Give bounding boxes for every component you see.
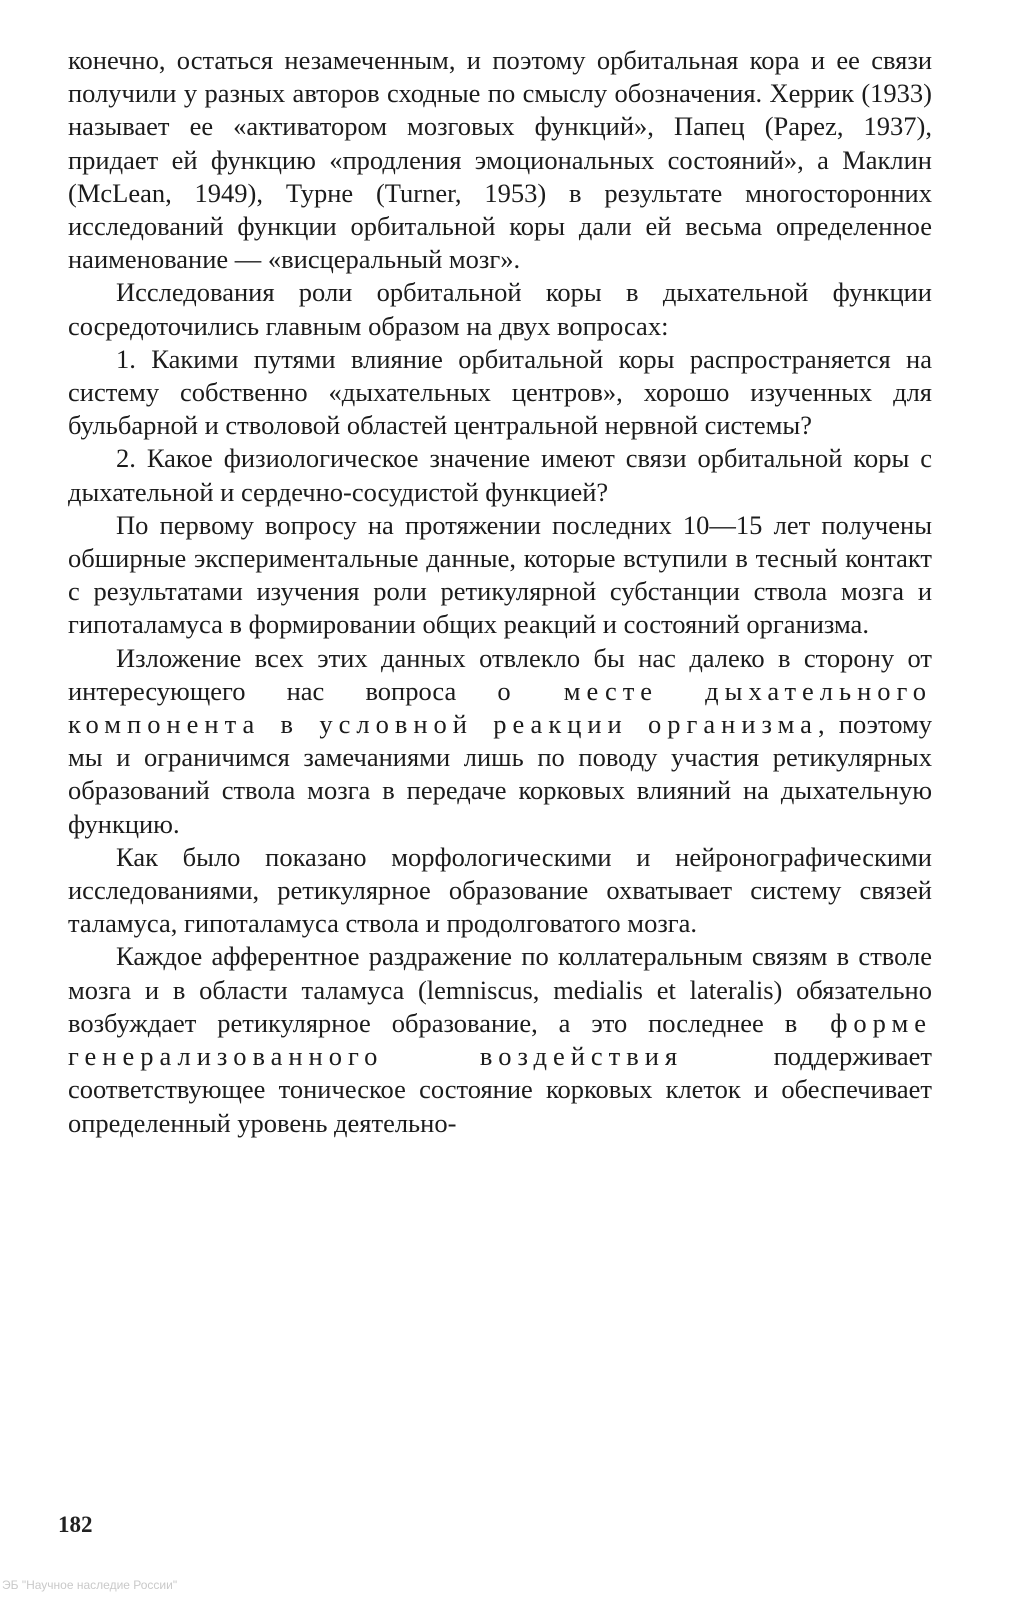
paragraph-4: 2. Какое физиологическое значение имеют связи орбитальной коры с дыхательной и сердечно-сосудистой функцией? xyxy=(68,443,932,507)
paragraph-5: По первому вопросу на протяжении последних 10—15 лет получены обширные экспериментальные данные, которые вступили в тесный контакт с результатами изучения роли ретикулярной субстанции ствола мозга и гипоталамуса в формировании общих реакций и состояний организма. xyxy=(68,509,932,640)
paragraph-6-spaced-emphasis: о месте дыхательного компонента в условной реакции организма xyxy=(68,675,932,740)
paragraph-7: Как было показано морфологическими и нейронографическими исследованиями, ретикулярное образование охватывает систему связей таламуса, гипоталамуса ствола и продолговатого мозга. xyxy=(68,841,932,939)
paragraph-8-spaced-emphasis: в форме генерализованного воздействия xyxy=(68,1007,932,1072)
paragraph-8-text-before: Каждое афферентное раздражение по коллатеральным связям в стволе мозга и в области таламуса (lemniscus, medialis et lateralis) обязательно возбуждает ретикулярное образование, а это последнее xyxy=(68,941,932,1038)
watermark: ЭБ "Научное наследие России" xyxy=(2,1578,178,1592)
paragraph-8 xyxy=(68,940,932,1139)
body-text xyxy=(68,44,932,1140)
paragraph-6 xyxy=(68,642,932,841)
paragraph-6-text-after: , поэтому мы и ограничимся замечаниями лишь по поводу участия ретикулярных образований ствола мозга в передаче корковых влияний на дыхательную функцию. xyxy=(68,709,932,839)
paragraph-3: 1. Какими путями влияние орбитальной коры распространяется на систему собственно «дыхательных центров», хорошо изученных для бульбарной и стволовой областей центральной нервной системы? xyxy=(68,343,932,441)
paragraph-8-text-after: поддерживает соответствующее тоническое состояние корковых клеток и обеспечивает определенный уровень деятельно- xyxy=(68,1041,932,1138)
page-number: 182 xyxy=(58,1512,93,1537)
paragraph-6-text-before: Изложение всех этих данных отвлекло бы нас далеко в сторону от интересующего нас вопроса xyxy=(68,642,932,706)
paragraph-1: конечно, остаться незамеченным, и поэтому орбитальная кора и ее связи получили у разных авторов сходные по смыслу обозначения. Херрик (1933) называет ее «активатором мозговых функций», Папец (Papez, 1937), придает ей функцию «продления эмоциональных состояний», а Маклин (McLean, 1949), Турне (Turner, 1953) в результате многосторонних исследований функции орбитальной коры дали ей весьма определенное наименование — «висцеральный мозг». xyxy=(68,45,932,275)
paragraph-2: Исследования роли орбитальной коры в дыхательной функции сосредоточились главным образом на двух вопросах: xyxy=(68,277,932,341)
